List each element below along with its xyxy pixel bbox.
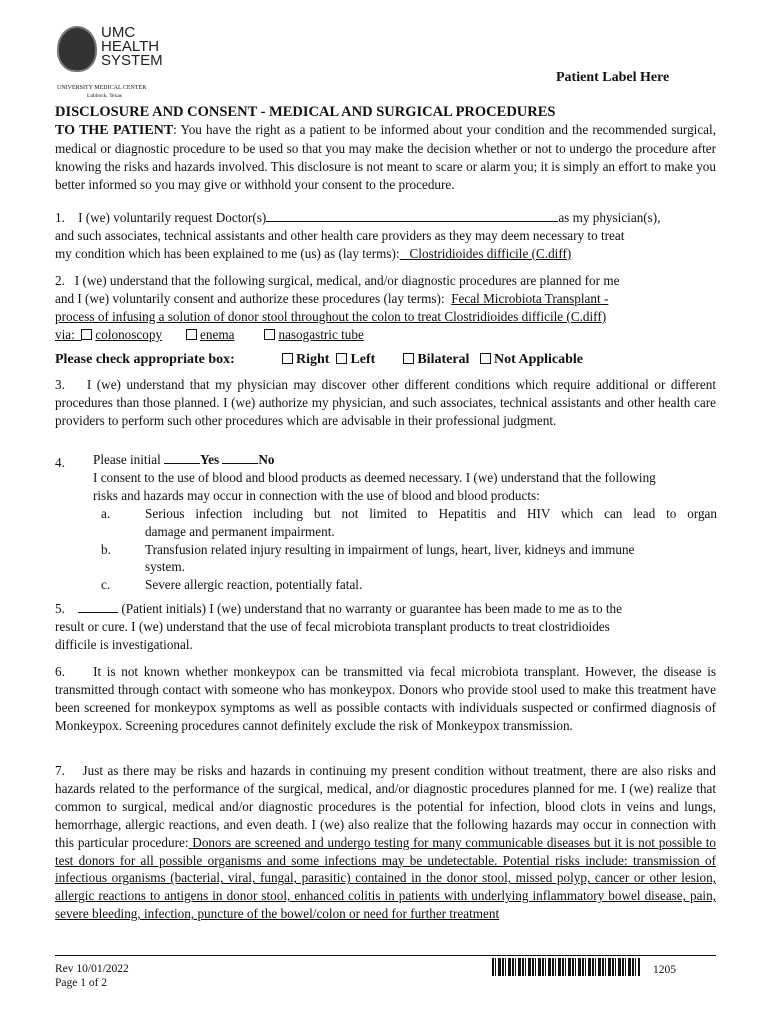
- patient-label: Patient Label Here: [556, 70, 670, 85]
- form-number: 1205: [653, 964, 676, 976]
- intro-paragraph: [55, 121, 716, 194]
- right-label: Right: [296, 352, 330, 367]
- item-3-number: 3.: [55, 377, 65, 392]
- nasogastric-tube-checkbox[interactable]: [264, 329, 275, 340]
- laterality-label: Please check appropriate box:: [55, 352, 235, 367]
- item-2-line-2: and I (we) voluntarily consent and authorize these procedures (lay terms):: [55, 290, 445, 306]
- bilateral-label: Bilateral: [417, 352, 470, 367]
- risk-b-label: b.: [101, 541, 111, 557]
- item-5-number: 5.: [55, 601, 65, 616]
- item-4-line-2: risks and hazards may occur in connection with the use of blood and blood products:: [93, 487, 540, 503]
- via-label: via:: [55, 326, 75, 342]
- barcode-icon: [492, 958, 640, 976]
- laterality-options: [282, 352, 583, 368]
- risk-a-text: Serious infection including but not limited to Hepatitis and HIV which can lead to organ: [145, 505, 717, 521]
- item-4: [93, 451, 743, 594]
- risk-c-label: c.: [101, 577, 111, 593]
- item-7-hazards: Donors are screened and undergo testing for many communicable diseases but it is not possible to test donors for all possible organisms and some infections may be undetectable. Potential risks include: transmission of infectious organisms (bacterial, viral, fungal, parasitic) contained in the donor stool, missed polyp, cancer or other lesion, allergic reactions to antigens in donor stool, enhanced colitis in patients with underlying inflammatory bowel disease, pain, severe bleeding, infection, puncture of the bowel/colon or need for further treatment: [55, 834, 716, 922]
- page-number: Page 1 of 2: [55, 977, 108, 989]
- initial-label: Please initial: [93, 452, 161, 467]
- not-applicable-checkbox[interactable]: [480, 353, 491, 364]
- risk-a-label: a.: [101, 505, 111, 521]
- patient-initials-field[interactable]: [78, 600, 118, 613]
- item-5: [55, 600, 716, 654]
- item-4-line-1: I consent to the use of blood and blood products as deemed necessary. I (we) understand that the following: [93, 469, 656, 485]
- condition-value[interactable]: Clostridioides difficile (C.diff): [409, 245, 572, 261]
- item-6: [55, 663, 716, 735]
- item-1-suffix: as my physician(s),: [558, 210, 661, 225]
- right-checkbox[interactable]: [282, 353, 293, 364]
- risk-c-text: Severe allergic reaction, potentially fatal.: [145, 577, 363, 593]
- procedure-value-1: Fecal Microbiota Transplant -: [451, 290, 609, 306]
- revision-date: Rev 10/01/2022: [55, 963, 129, 975]
- footer-rule: [55, 955, 716, 956]
- item-3: [55, 376, 716, 430]
- item-7-text: Just as there may be risks and hazards in continuing my present condition without treatment, there are also risks and hazards related to the performance of the surgical, medical, and/or diagnostic procedures planned for me. I (we) realize that common to surgical, medical and/or diagnostic procedures is the potential for infection, blood clots in veins and lungs, hemorrhage, allergic reactions, and even death. I (we) also realize that the following hazards may occur in connection with this particular procedure:: [55, 763, 716, 850]
- left-label: Left: [350, 352, 376, 367]
- risk-b-text-2: system.: [145, 559, 185, 575]
- item-1: [55, 209, 716, 263]
- colonoscopy-label: colonoscopy: [95, 326, 163, 342]
- risk-a-text-2: damage and permanent impairment.: [145, 523, 335, 539]
- logo-text-health: HEALTH: [101, 38, 160, 55]
- bilateral-checkbox[interactable]: [403, 353, 414, 364]
- item-2-number: 2.: [55, 273, 65, 288]
- item-5-line-1: (Patient initials) I (we) understand that no warranty or guarantee has been made to me as to the: [121, 601, 622, 616]
- logo-location: Lubbock, Texas: [87, 93, 122, 99]
- enema-checkbox[interactable]: [186, 329, 197, 340]
- item-7-number: 7.: [55, 763, 65, 778]
- risk-b-text: Transfusion related injury resulting in impairment of lungs, heart, liver, kidneys and immune: [145, 541, 635, 557]
- item-1-line-2: and such associates, technical assistants and other health care providers as they may deem necessary to treat: [55, 227, 625, 243]
- logo-tagline: UNIVERSITY MEDICAL CENTER: [57, 85, 147, 91]
- umc-seal-icon: [57, 26, 97, 72]
- item-2: [55, 272, 716, 344]
- yes-initial-field[interactable]: [164, 451, 200, 464]
- nasogastric-tube-label: nasogastric tube: [278, 326, 364, 342]
- no-initial-field[interactable]: [222, 451, 258, 464]
- item-5-line-2: result or cure. I (we) understand that the use of fecal microbiota transplant products to treat clostridioides: [55, 618, 610, 634]
- left-checkbox[interactable]: [336, 353, 347, 364]
- item-1-prefix: I (we) voluntarily request Doctor(s): [78, 210, 267, 225]
- item-1-line-3: my condition which has been explained to me (us) as (lay terms):: [55, 245, 400, 261]
- colonoscopy-checkbox[interactable]: [81, 329, 92, 340]
- doctor-name-field[interactable]: [266, 209, 558, 222]
- item-7: [55, 762, 716, 923]
- umc-logo: [57, 24, 177, 99]
- procedure-value-2: process of infusing a solution of donor stool throughout the colon to treat Clostridioides difficile (C.diff): [55, 308, 607, 324]
- item-1-number: 1.: [55, 210, 65, 225]
- not-applicable-label: Not Applicable: [493, 352, 584, 367]
- item-4-number: 4.: [55, 455, 65, 470]
- item-3-text: I (we) understand that my physician may discover other different conditions which require additional or different procedures than those planned. I (we) authorize my physician, and such associates, technical assistants and other health care providers to perform such other procedures which are advisable in their professional judgment.: [55, 377, 716, 428]
- item-6-text: It is not known whether monkeypox can be transmitted via fecal microbiota transplant. However, the disease is transmitted through contact with someone who has monkeypox. Donors who provide stool used to make this treatment have been screened for monkeypox symptoms as well as possible contacts with individuals suspected or confirmed diagnosis of Monkeypox. Screening procedures cannot definitely exclude the risk of Monkeypox transmission.: [55, 664, 716, 733]
- item-6-number: 6.: [55, 664, 65, 679]
- logo-text-system: SYSTEM: [101, 52, 163, 69]
- intro-heading: TO THE PATIENT: [55, 123, 174, 138]
- item-5-line-3: difficile is investigational.: [55, 636, 193, 652]
- no-label: No: [258, 452, 275, 467]
- page-title: DISCLOSURE AND CONSENT - MEDICAL AND SURGICAL PROCEDURES: [55, 104, 556, 120]
- intro-text: : You have the right as a patient to be informed about your condition and the recommended surgical, medical or diagnostic procedure to be used so that you may make the decision whether or not to undergo the procedure after knowing the risks and hazards involved. This disclosure is not meant to scare or alarm you; it is simply an effort to make you better informed so you may give or withhold your consent to the procedure.: [55, 122, 716, 192]
- enema-label: enema: [200, 326, 235, 342]
- yes-label: Yes: [200, 452, 220, 467]
- logo-text-umc: UMC: [101, 24, 136, 41]
- laterality-row: [55, 352, 235, 368]
- item-2-line-1: I (we) understand that the following surgical, medical, and/or diagnostic procedures are planned for me: [74, 273, 620, 288]
